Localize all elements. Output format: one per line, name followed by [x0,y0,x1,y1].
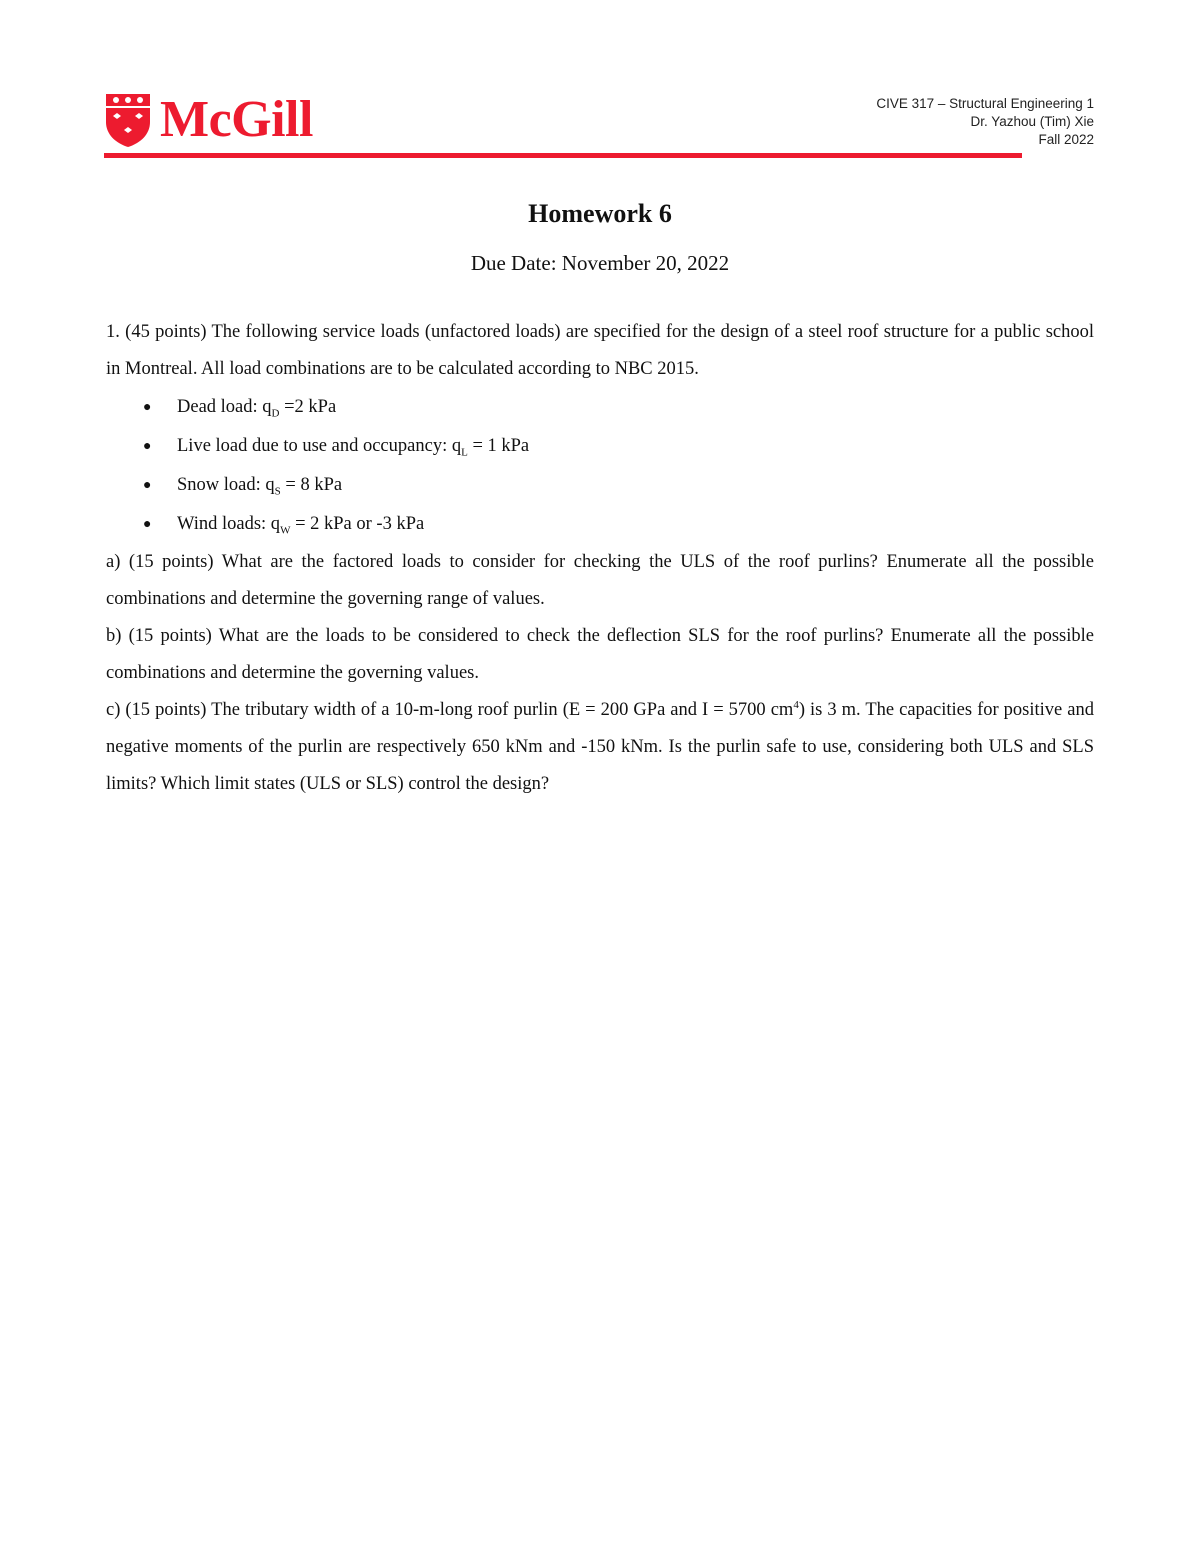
course-code: CIVE 317 – Structural Engineering 1 [876,96,1094,111]
mcgill-shield-icon [104,92,152,148]
load-list [106,388,1094,544]
document-body [106,314,1094,803]
due-date: Due Date: November 20, 2022 [470,251,730,275]
logo-wordmark: McGill [160,91,313,148]
bullet-dot-icon: ● [143,478,152,493]
part-a: a) (15 points) What are the factored loads to consider for checking the ULS of the roof purlins? Enumerate all the possible combinations and determine the governing range of values. [106,552,1094,609]
part-b: b) (15 points) What are the loads to be considered to check the deflection SLS for the roof purlins? Enumerate all the possible combinations and determine the governing values. [106,626,1094,683]
mcgill-logo [104,92,313,148]
instructor-name: Dr. Yazhou (Tim) Xie [970,114,1094,129]
part-c: c) (15 points) The tributary width of a 10-m-long roof purlin (E = 200 GPa and I = 5700 $cm^4$) is 3 m. The capacities for positive and negative moments of the purlin are respectively 650 kNm and -150 kNm. Is the purlin safe to use, considering both ULS and SLS limits? Which limit states (ULS or SLS) control the design? [106,698,1094,794]
header-rule [104,153,1022,158]
list-item: ● Dead load: $q_D =2$ kPa [106,388,1094,427]
bullet-dot-icon: ● [143,400,152,415]
bullet-dot-icon: ● [143,439,152,454]
bullet-dot-icon: ● [143,517,152,532]
list-item: ● Wind loads: $q_W = 2$ kPa or -3 kPa [106,505,1094,544]
list-item: ● Live load due to use and occupancy: $q_L = 1$ kPa [106,427,1094,466]
document-title: Homework 6 [528,199,672,228]
question-1-intro: 1. (45 points) The following service loads (unfactored loads) are specified for the design of a steel roof structure for a public school in Montreal. All load combinations are to be calculated according to NBC 2015. [106,322,1094,379]
course-header [876,95,1094,149]
term: Fall 2022 [1038,132,1094,147]
list-item: ● Snow load: $q_S = 8$ kPa [106,466,1094,505]
